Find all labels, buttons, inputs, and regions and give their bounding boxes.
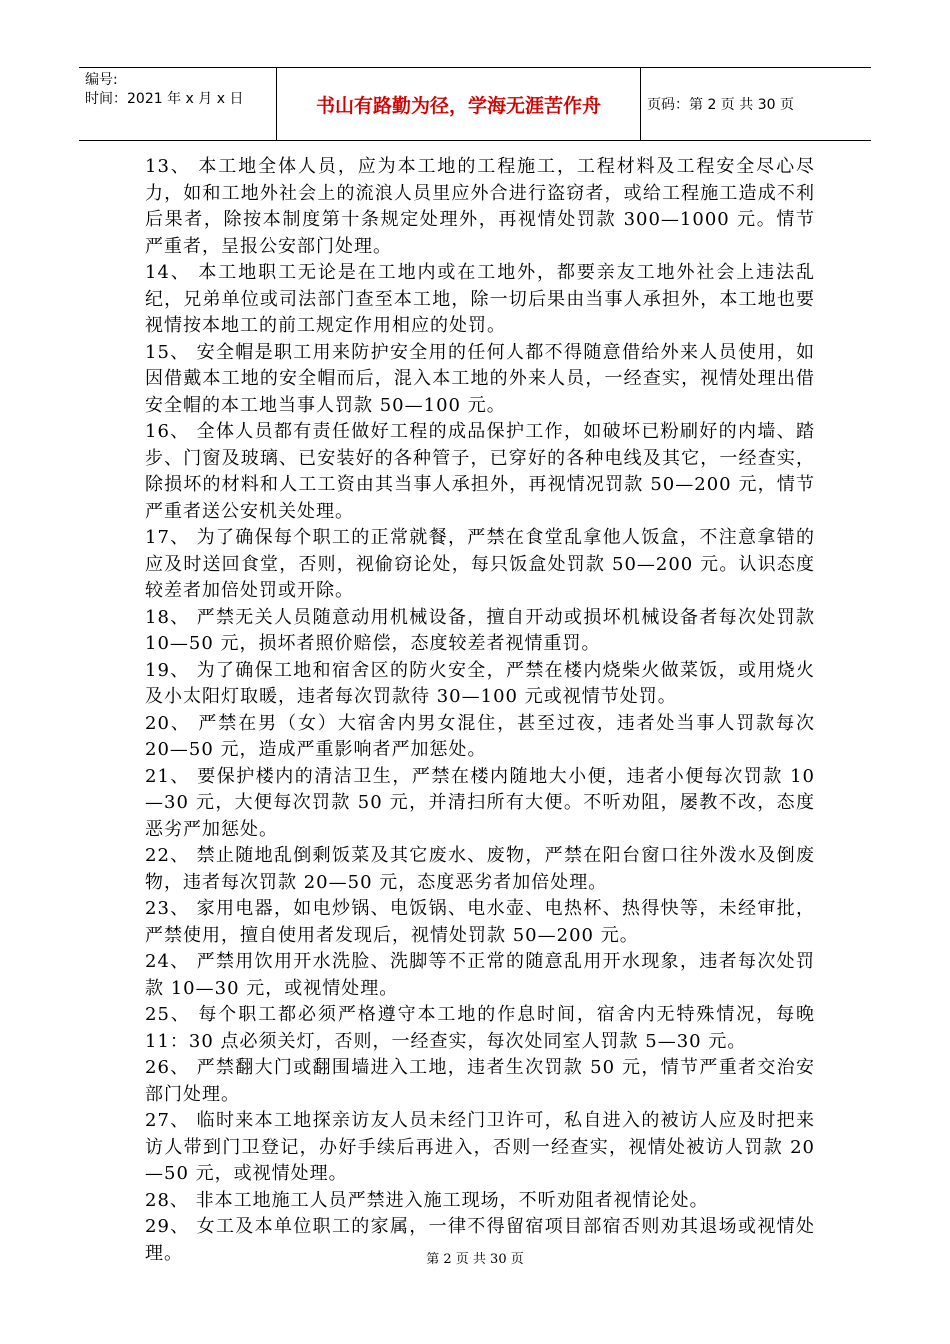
rule-paragraph: 15、 安全帽是职工用来防护安全用的任何人都不得随意借给外来人员使用，如因借戴本工地的安全帽而后，混入本工地的外来人员，一经查实，视情处理出借安全帽的本工地当事人罚款 50—100 元。 xyxy=(145,341,815,416)
page-footer: 第 2 页 共 30 页 xyxy=(426,1252,524,1267)
rule-paragraph: 28、 非本工地施工人员严禁进入施工现场，不听劝阻者视情论处。 xyxy=(145,1189,709,1211)
document-number-label: 编号: xyxy=(85,72,118,88)
rule-paragraph: 22、 禁止随地乱倒剩饭菜及其它废水、废物，严禁在阳台窗口往外泼水及倒废物，违者每次罚款 20—50 元，态度恶劣者加倍处理。 xyxy=(145,845,815,893)
page-header xyxy=(79,67,871,141)
rule-paragraph: 29、 女工及本单位职工的家属，一律不得留宿项目部宿否则劝其退场或视情处理。 xyxy=(145,1216,815,1264)
rule-paragraph: 27、 临时来本工地探亲访友人员未经门卫许可，私自进入的被访人应及时把来访人带到门卫登记，办好手续后再进入，否则一经查实，视情处被访人罚款 20—50 元，或视情处理。 xyxy=(145,1110,815,1184)
rule-paragraph: 26、 严禁翻大门或翻围墙进入工地，违者生次罚款 50 元，情节严重者交治安部门处理。 xyxy=(145,1057,815,1105)
rule-paragraph: 14、 本工地职工无论是在工地内或在工地外，都要亲友工地外社会上违法乱纪，兄弟单位或司法部门查至本工地，除一切后果由当事人承担外，本工地也要视情按本地工的前工规定作用相应的处罚。 xyxy=(145,262,815,336)
rule-paragraph: 23、 家用电器，如电炒锅、电饭锅、电水壶、电热杯、热得快等，未经审批，严禁使用，擅自使用者发现后，视情处罚款 50—200 元。 xyxy=(145,898,815,946)
document-date: 时间：2021 年 x 月 x 日 xyxy=(85,91,244,107)
document-body xyxy=(145,154,815,1267)
rule-paragraph: 24、 严禁用饮用开水洗脸、洗脚等不正常的随意乱用开水现象，违者每次处罚款 10—30 元，或视情处理。 xyxy=(145,951,815,999)
rule-paragraph: 17、 为了确保每个职工的正常就餐，严禁在食堂乱拿他人饭盒，不注意拿错的应及时送回食堂，否则，视偷窃论处，每只饭盒处罚款 50—200 元。认识态度较差者加倍处罚或开除。 xyxy=(145,527,815,601)
rule-paragraph: 21、 要保护楼内的清洁卫生，严禁在楼内随地大小便，违者小便每次罚款 10—30 元，大便每次罚款 50 元，并清扫所有大便。不听劝阻，屡教不改，态度恶劣严加惩处。 xyxy=(145,765,815,840)
rule-paragraph: 20、 严禁在男（女）大宿舍内男女混住，甚至过夜，违者处当事人罚款每次 20—50 元，造成严重影响者严加惩处。 xyxy=(145,712,815,760)
header-page-info: 页码：第 2 页 共 30 页 xyxy=(647,97,794,113)
rule-paragraph: 13、 本工地全体人员，应为本工地的工程施工，工程材料及工程安全尽心尽力，如和工地外社会上的流浪人员里应外合进行盗窃者，或给工程施工造成不利后果者，除按本制度第十条规定处理外，再视情处罚款 300—1000 元。情节严重者，呈报公安部门处理。 xyxy=(145,156,815,257)
header-meta xyxy=(79,68,277,140)
rule-paragraph: 16、 全体人员都有责任做好工程的成品保护工作，如破坏已粉刷好的内墙、踏步、门窗及玻璃、已安装好的各种管子，已穿好的各种电线及其它，一经查实，除损坏的材料和人工工资由其当事人承担外，再视情况罚款 50—200 元，情节严重者送公安机关处理。 xyxy=(145,421,815,522)
rule-paragraph: 18、 严禁无关人员随意动用机械设备，擅自开动或损坏机械设备者每次处罚款 10—50 元，损坏者照价赔偿，态度较差者视情重罚。 xyxy=(145,606,815,654)
rule-paragraph: 25、 每个职工都必须严格遵守本工地的作息时间，宿舍内无特殊情况，每晚 11：30 点必须关灯，否则，一经查实，每次处同室人罚款 5—30 元。 xyxy=(145,1004,815,1052)
rule-paragraph: 19、 为了确保工地和宿舍区的防火安全，严禁在楼内烧柴火做菜饭，或用烧火及小太阳灯取暖，违者每次罚款待 30—100 元或视情节处罚。 xyxy=(145,659,815,707)
header-motto: 书山有路勤为径，学海无涯苦作舟 xyxy=(277,68,641,140)
